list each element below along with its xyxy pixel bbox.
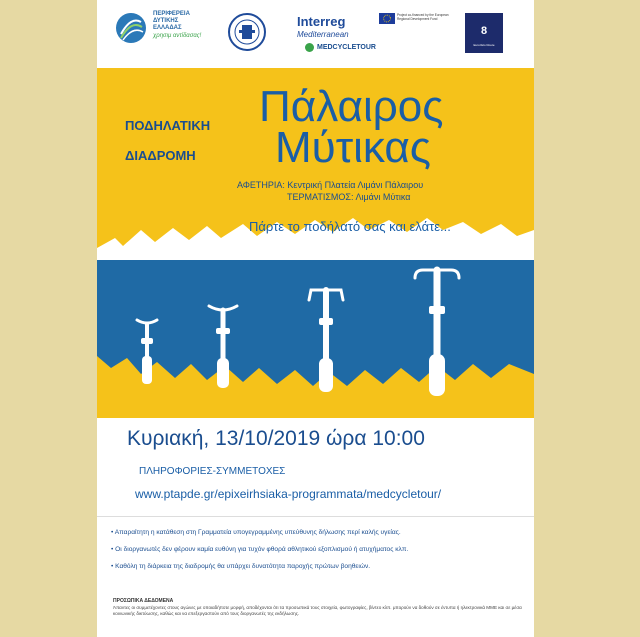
eurovelo-number: 8 bbox=[480, 25, 488, 37]
rule-item: • Απαραίτητη η κατάθεση στη Γραμματεία υπογεγραμμένης υπεύθυνης δήλωσης περί καλής υγείας. bbox=[111, 529, 521, 537]
route-title-end: Μύτικας bbox=[275, 123, 431, 172]
eurovelo-badge bbox=[465, 13, 503, 53]
eu-funding-text: Project co-financed by the European Regional Development Fund bbox=[397, 13, 449, 21]
mediterranean-text: Mediterranean bbox=[297, 30, 349, 39]
personal-data-title: ΠΡΟΣΩΠΙΚΑ ΔΕΔΟΜΕΝΑ bbox=[113, 598, 174, 604]
info-label: ΠΛΗΡΟΦΟΡΙΕΣ-ΣΥΜΜΕΤΟΧΕΣ bbox=[139, 466, 286, 477]
event-date: Κυριακή, 13/10/2019 ώρα 10:00 bbox=[127, 427, 425, 450]
personal-data-text: Άπαντες οι συμμετέχοντες στους αγώνες με οποιαδήποτε μορφή, αποδέχονται ότι τα προσωπικά τους στοιχεία, φωτογραφίες, βίντεο κλπ. μπορούν να δοθούν σε έντυπα ή ηλεκτρονικά ΜΜΕ και σε μέσα κοινωνικής δικτύωσης, καθώς και να επεξεργαστούν από τους διοργανωτές της εκδήλωσης. bbox=[113, 605, 522, 616]
region-name bbox=[153, 11, 190, 32]
event-poster bbox=[97, 0, 534, 637]
region-logo-icon bbox=[115, 12, 147, 44]
eu-flag-icon bbox=[379, 13, 395, 24]
medcycletour-text: MEDCYCLETOUR bbox=[317, 44, 376, 51]
interreg-logo-text: Interreg bbox=[297, 14, 346, 29]
medcycletour-logo-icon bbox=[305, 43, 314, 52]
finish-point: ΤΕΡΜΑΤΙΣΜΟΣ: Λιμάνι Μύτικα bbox=[287, 192, 411, 202]
rules-list bbox=[111, 529, 521, 580]
route-title-start: Πάλαιρος bbox=[259, 82, 444, 131]
logo-bar bbox=[97, 0, 534, 68]
rule-item: • Οι διοργανωτές δεν φέρουν καμία ευθύνη για τυχόν φθορά αθλητικού εξοπλισμού ή ατυχήματος κλπ. bbox=[111, 546, 521, 554]
organization-seal-icon bbox=[227, 12, 267, 52]
region-slogan: χρησιμ αντίδασας! bbox=[153, 33, 202, 39]
route-type-label: ΠΟΔΗΛΑΤΙΚΗ bbox=[125, 118, 211, 133]
region-line: ΕΛΛΑΔΑΣ bbox=[153, 25, 182, 31]
bicycles-illustration bbox=[97, 208, 534, 418]
route-type-label: ΔΙΑΔΡΟΜΗ bbox=[125, 148, 196, 163]
region-line: ΔΥΤΙΚΗΣ bbox=[153, 18, 179, 24]
rule-item: • Καθόλη τη διάρκεια της διαδρομής θα υπάρχει δυνατότητα παροχής πρώτων βοηθειών. bbox=[111, 563, 521, 571]
start-point: ΑΦΕΤΗΡΙΑ: Κεντρική Πλατεία Λιμάνι Πάλαιρου bbox=[237, 180, 424, 190]
region-line: ΠΕΡΙΦΕΡΕΙΑ bbox=[153, 11, 190, 17]
event-url-link[interactable]: www.ptapde.gr/epixeirhsiaka-programmata/medcycletour/ bbox=[135, 487, 442, 501]
eurovelo-label: EuroVelo Route bbox=[473, 43, 495, 47]
divider bbox=[97, 516, 534, 517]
invitation-slogan: Πάρτε το ποδήλατό σας και ελάτε... bbox=[249, 219, 451, 234]
